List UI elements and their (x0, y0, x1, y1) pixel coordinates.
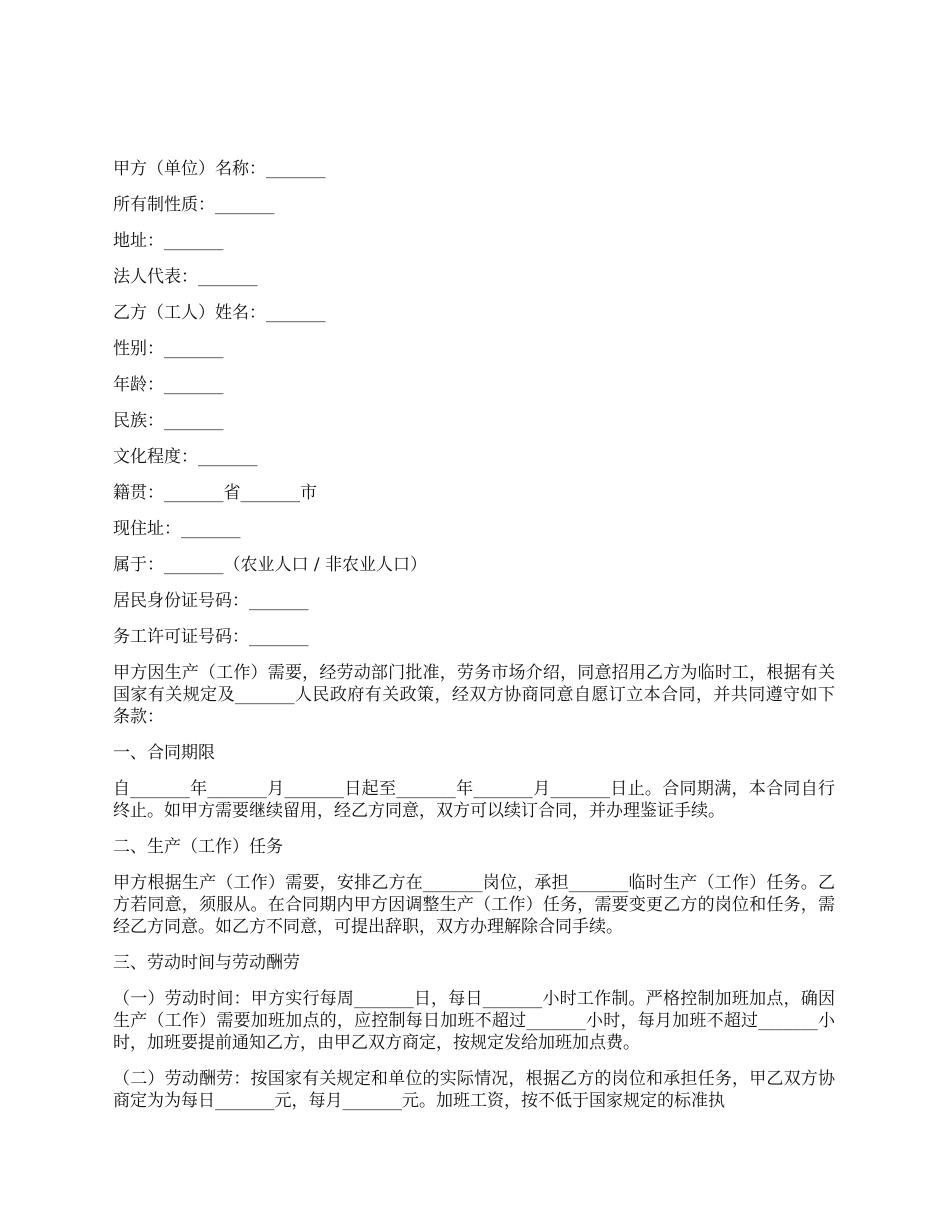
field-education: 文化程度：_______ (113, 447, 258, 467)
field-id-number: 居民身份证号码：_______ (113, 591, 309, 611)
section-3-item-2: （二）劳动酬劳：按国家有关规定和单位的实际情况，根据乙方的岗位和承担任务，甲乙双方协商定为为每日_______元，每月_______元。加班工资，按不低于国家规定的标准执 (113, 1069, 835, 1111)
section-3-title: 三、劳动时间与劳动酬劳 (113, 953, 300, 973)
section-1-body: 自_______年_______月_______日起至_______年_______月_______日止。合同期满，本合同自行终止。如甲方需要继续留用，经乙方同意，双方可以续订合同，并办理鉴证手续。 (113, 779, 835, 821)
field-ownership: 所有制性质：_______ (113, 195, 275, 215)
field-household-type: 属于：_______（农业人口 / 非农业人口） (113, 555, 428, 575)
field-work-permit: 务工许可证号码：_______ (113, 627, 309, 647)
field-age: 年龄：_______ (113, 375, 224, 395)
field-current-address: 现住址：_______ (113, 519, 241, 539)
contract-page (113, 158, 835, 1126)
field-native-place: 籍贯：_______省_______市 (113, 483, 317, 503)
section-2-body: 甲方根据生产（工作）需要，安排乙方在_______岗位，承担_______临时生产（工作）任务。乙方若同意，须服从。在合同期内甲方因调整生产（工作）任务，需要变更乙方的岗位和任务，需经乙方同意。如乙方不同意，可提出辞职，双方办理解除合同手续。 (113, 873, 835, 937)
field-party-b-name: 乙方（工人）姓名：_______ (113, 303, 326, 323)
field-address: 地址：_______ (113, 231, 224, 251)
section-3-item-1: （一）劳动时间：甲方实行每周_______日，每日_______小时工作制。严格控制加班加点，确因生产（工作）需要加班加点的，应控制每日加班不超过_______小时，每月加班不超过_______小时，加班要提前通知乙方，由甲乙双方商定，按规定发给加班加点费。 (113, 989, 835, 1053)
section-1-title: 一、合同期限 (113, 743, 215, 763)
field-party-a-name: 甲方（单位）名称：_______ (113, 159, 326, 179)
section-2-title: 二、生产（工作）任务 (113, 837, 283, 857)
field-legal-rep: 法人代表：_______ (113, 267, 258, 287)
field-ethnicity: 民族：_______ (113, 411, 224, 431)
field-gender: 性别：_______ (113, 339, 224, 359)
intro-paragraph: 甲方因生产（工作）需要，经劳动部门批准，劳务市场介绍，同意招用乙方为临时工，根据有关国家有关规定及_______人民政府有关政策，经双方协商同意自愿订立本合同，并共同遵守如下条款： (113, 663, 835, 727)
